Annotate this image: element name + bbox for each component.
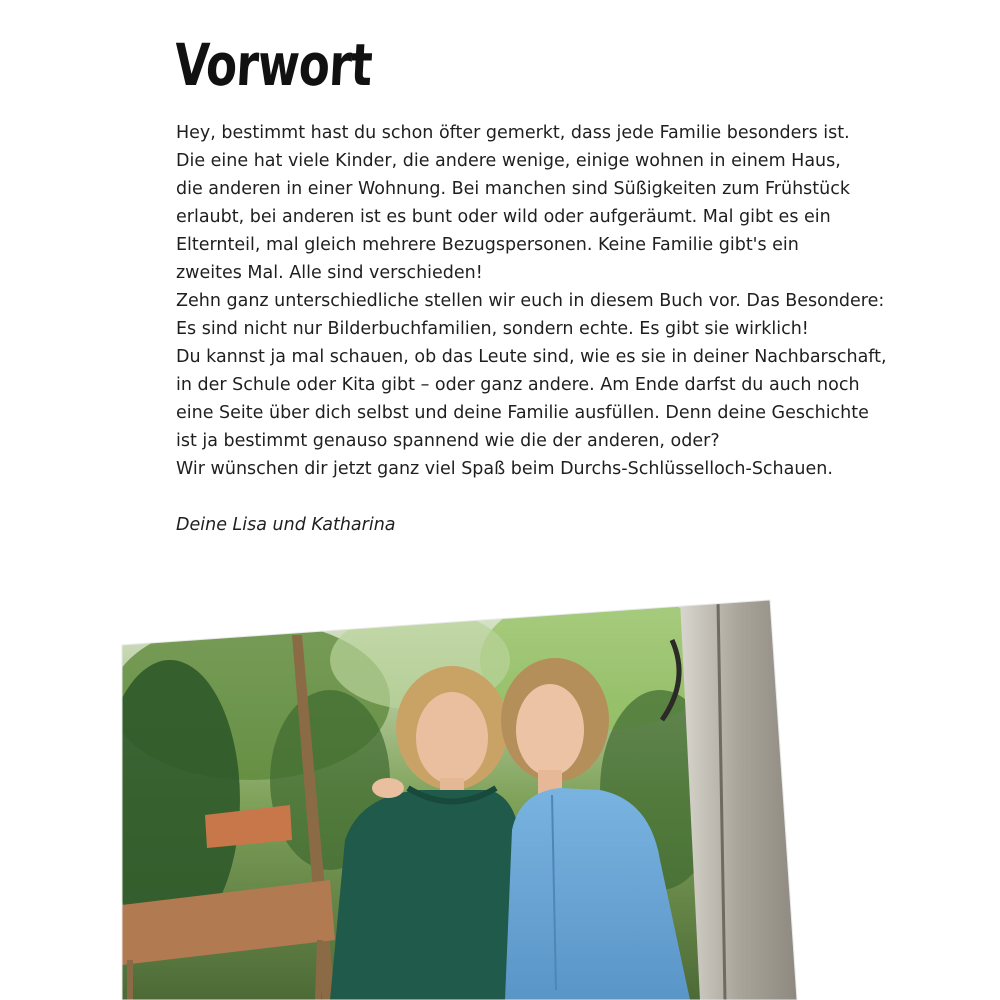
foreword-line: in der Schule oder Kita gibt – oder ganz andere. Am Ende darfst du auch noch xyxy=(176,375,860,395)
foreword-line: Es sind nicht nur Bilderbuchfamilien, sondern echte. Es gibt sie wirklich! xyxy=(176,319,809,339)
foreword-line: zweites Mal. Alle sind verschieden! xyxy=(176,263,483,283)
foreword-line: Die eine hat viele Kinder, die andere wenige, einige wohnen in einem Haus, xyxy=(176,151,841,171)
foreword-line: erlaubt, bei anderen ist es bunt oder wild oder aufgeräumt. Mal gibt es ein xyxy=(176,207,831,227)
face xyxy=(416,692,488,784)
wooden-post xyxy=(680,600,800,1000)
hand-on-shoulder xyxy=(372,778,404,798)
face xyxy=(516,684,584,776)
sweater xyxy=(330,790,520,1000)
foreword-line: Elternteil, mal gleich mehrere Bezugspersonen. Keine Familie gibt's ein xyxy=(176,235,799,255)
photo-content xyxy=(100,590,802,1000)
page-title: Vorwort xyxy=(172,31,374,99)
signature: Deine Lisa und Katharina xyxy=(176,515,396,535)
foreword-line: ist ja bestimmt genauso spannend wie die der anderen, oder? xyxy=(176,431,720,451)
foreword-line: Du kannst ja mal schauen, ob das Leute sind, wie es sie in deiner Nachbarschaft, xyxy=(176,347,887,367)
foreword-line: Wir wünschen dir jetzt ganz viel Spaß beim Durchs-Schlüsselloch-Schauen. xyxy=(176,459,833,479)
foreword-line: die anderen in einer Wohnung. Bei manchen sind Süßigkeiten zum Frühstück xyxy=(176,179,850,199)
table-leg xyxy=(318,940,320,1000)
foreword-line: Zehn ganz unterschiedliche stellen wir euch in diesem Buch vor. Das Besondere: xyxy=(176,291,885,311)
foreword-line: Hey, bestimmt hast du schon öfter gemerkt, dass jede Familie besonders ist. xyxy=(176,123,850,143)
foreword-line: eine Seite über dich selbst und deine Familie ausfüllen. Denn deine Geschichte xyxy=(176,403,869,423)
